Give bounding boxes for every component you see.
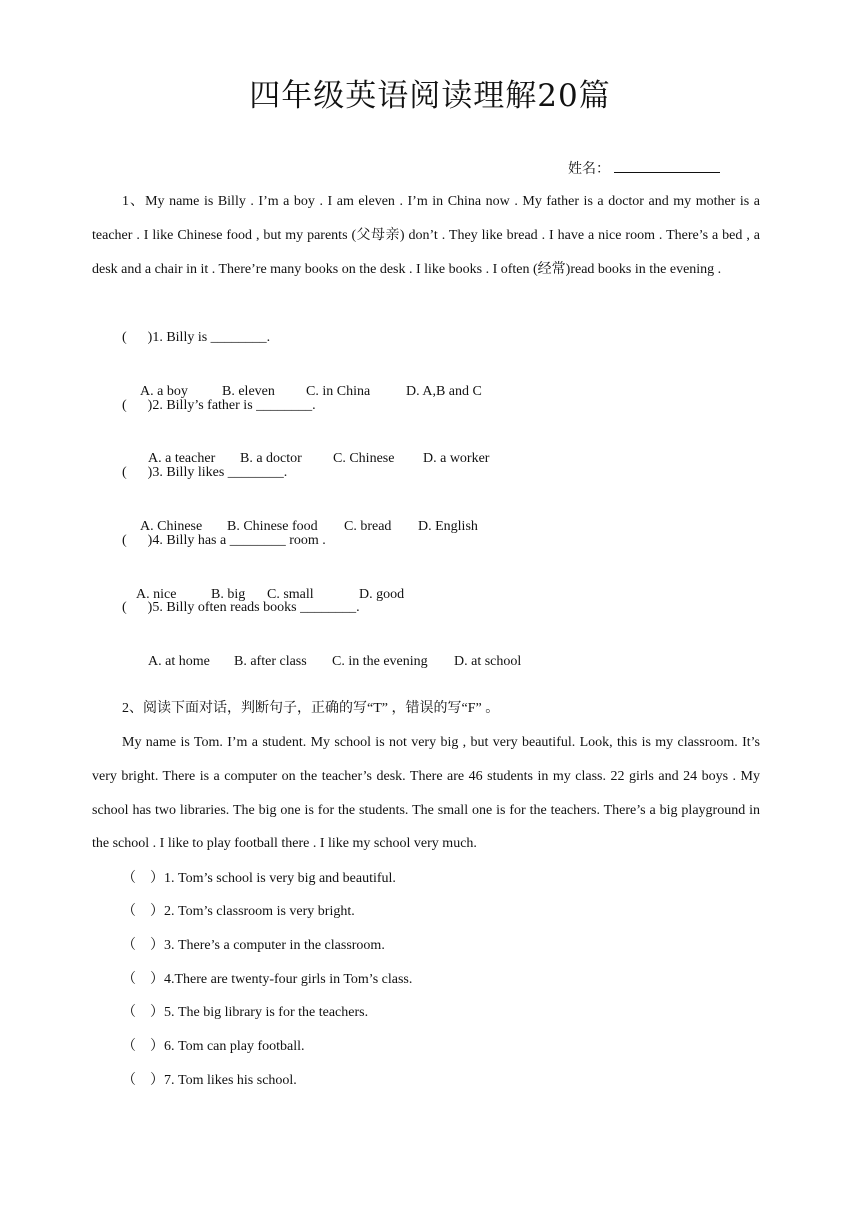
option-c: C. bread [344,519,392,534]
passage-1-text [92,185,760,286]
option-a: A. nice [136,587,177,602]
statement-3: （ ）3. There’s a computer in the classroom. [122,938,385,953]
statement-4: （ ）4.There are twenty-four girls in Tom’s class. [122,972,413,987]
option-a: A. a teacher [148,451,216,466]
passage-2-text [92,726,760,861]
option-b: B. after class [234,654,307,669]
option-d: D. a worker [423,451,490,466]
question-4-stem: ( )4. Billy has a ________ room . [122,533,326,548]
page-title: 四年级英语阅读理解20篇 [249,78,611,114]
option-c: C. small [267,587,314,602]
question-5-options [134,632,521,692]
option-c: C. in the evening [332,654,428,669]
question-2-stem: ( )2. Billy’s father is ________. [122,398,316,413]
option-a: A. Chinese [140,519,203,534]
option-c: C. in China [306,384,371,399]
passage-2-instruction: 2、阅读下面对话，判断句子，正确的写“T” ，错误的写“F” 。 [122,701,500,716]
option-d: D. English [418,519,478,534]
passage-1-body: 1、My name is Billy . I’m a boy . I am eleven . I’m in China now . My father is a doctor and my mother is a teacher . I like Chinese food , but my parents (父母亲) don’t . They like bread . I have a nice room . There’s a bed , a desk and a chair in it . There’re many books on the desk . I like books . I often (经常)read books in the evening . [92,194,760,277]
passage-2-body: My name is Tom. I’m a student. My school is not very big , but very beautiful. Look, this is my classroom. It’s very bright. There is a computer on the teacher’s desk. There are 46 students in my class. 22 girls and 24 boys . My school has two libraries. The big one is for the students. The small one is for the teachers. There’s a big playground in the school . I like to play football there . I like my school very much. [92,735,760,852]
name-label: 姓名： [568,162,610,177]
question-5-stem: ( )5. Billy often reads books ________. [122,600,360,615]
option-b: B. Chinese food [227,519,318,534]
option-d: D. at school [454,654,522,669]
name-field [568,158,720,180]
option-b: B. a doctor [240,451,302,466]
statement-2: （ ）2. Tom’s classroom is very bright. [122,904,355,919]
statement-6: （ ）6. Tom can play football. [122,1039,305,1054]
name-blank[interactable] [614,158,720,173]
option-a: A. a boy [140,384,188,399]
statement-5: （ ）5. The big library is for the teachers. [122,1005,369,1020]
option-b: B. big [211,587,246,602]
option-d: D. good [359,587,405,602]
option-d: D. A,B and C [406,384,482,399]
option-c: C. Chinese [333,451,395,466]
statement-1: （ ）1. Tom’s school is very big and beautiful. [122,871,396,886]
question-3-stem: ( )3. Billy likes ________. [122,465,288,480]
question-1-stem: ( )1. Billy is ________. [122,330,271,345]
option-a: A. at home [148,654,210,669]
statement-7: （ ）7. Tom likes his school. [122,1073,297,1088]
option-b: B. eleven [222,384,275,399]
